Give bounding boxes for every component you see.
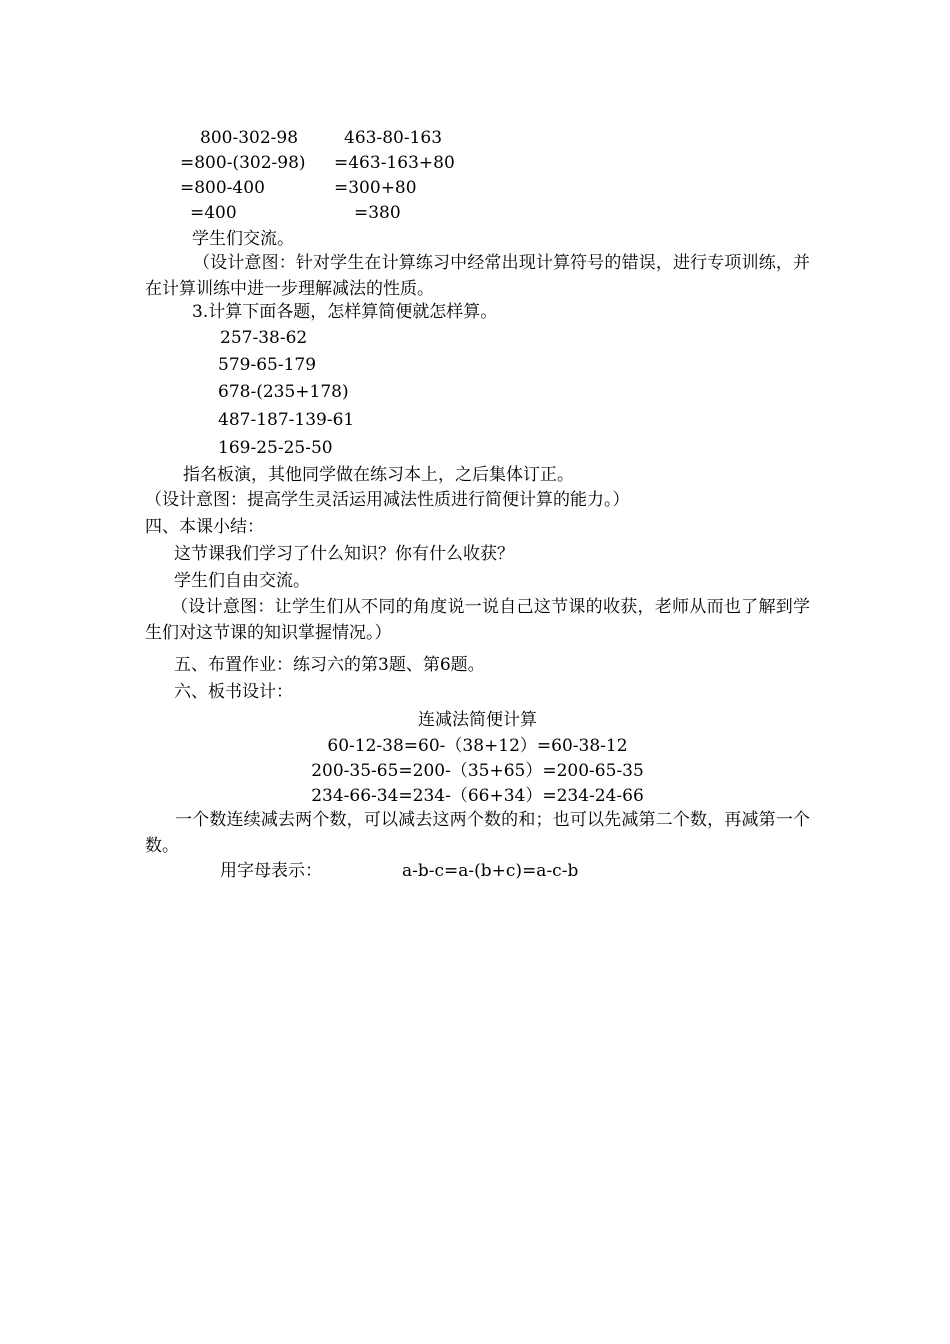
paragraph-exchange: 学生们交流。	[192, 229, 294, 249]
calc-right-line-2: =463-163+80	[334, 153, 455, 173]
task3-item: 169-25-25-50	[218, 438, 333, 458]
task3-item: 257-38-62	[220, 328, 308, 348]
section-5-homework: 五、布置作业：练习六的第3题、第6题。	[174, 655, 485, 675]
calc-right-line-4: =380	[354, 203, 401, 223]
task3-item: 487-187-139-61	[218, 410, 355, 430]
section-4-heading: 四、本课小结：	[145, 517, 264, 537]
board-equation-1: 60-12-38=60-（38+12）=60-38-12	[327, 736, 628, 756]
calc-right-line-1: 463-80-163	[344, 128, 443, 148]
board-title: 连减法简便计算	[418, 710, 537, 730]
calc-right-line-3: =300+80	[334, 178, 417, 198]
design-intent-3: （设计意图：让学生们从不同的角度说一说自己这节课的收获，老师从而也了解到学生们对这节课的知识掌握情况。）	[145, 597, 810, 643]
calc-left-line-2: =800-(302-98)	[180, 153, 306, 173]
letter-form-label: 用字母表示：	[220, 861, 322, 881]
design-intent-2: （设计意图：提高学生灵活运用减法性质进行简便计算的能力。）	[145, 490, 630, 510]
letter-form-formula: a-b-c=a-(b+c)=a-c-b	[402, 861, 579, 881]
task3-item: 678-(235+178)	[218, 382, 349, 402]
board-equation-3: 234-66-34=234-（66+34）=234-24-66	[311, 786, 644, 806]
board-equation-2: 200-35-65=200-（35+65）=200-65-35	[311, 761, 644, 781]
section-6-heading: 六、板书设计：	[174, 682, 293, 702]
calc-left-line-1: 800-302-98	[200, 128, 299, 148]
calc-left-line-3: =800-400	[180, 178, 265, 198]
section-4-answer: 学生们自由交流。	[174, 571, 310, 591]
calc-left-line-4: =400	[190, 203, 237, 223]
board-rule: 一个数连续减去两个数，可以减去这两个数的和；也可以先减第二个数，再减第一个数。	[145, 810, 810, 856]
task3-title: 3.计算下面各题，怎样算简便就怎样算。	[192, 302, 498, 322]
task3-item: 579-65-179	[218, 355, 317, 375]
design-intent-1: （设计意图：针对学生在计算练习中经常出现计算符号的错误，进行专项训练，并在计算训练中进一步理解减法的性质。	[145, 253, 810, 299]
paragraph-board-work: 指名板演，其他同学做在练习本上，之后集体订正。	[183, 465, 574, 485]
section-4-question: 这节课我们学习了什么知识？你有什么收获？	[174, 544, 514, 564]
